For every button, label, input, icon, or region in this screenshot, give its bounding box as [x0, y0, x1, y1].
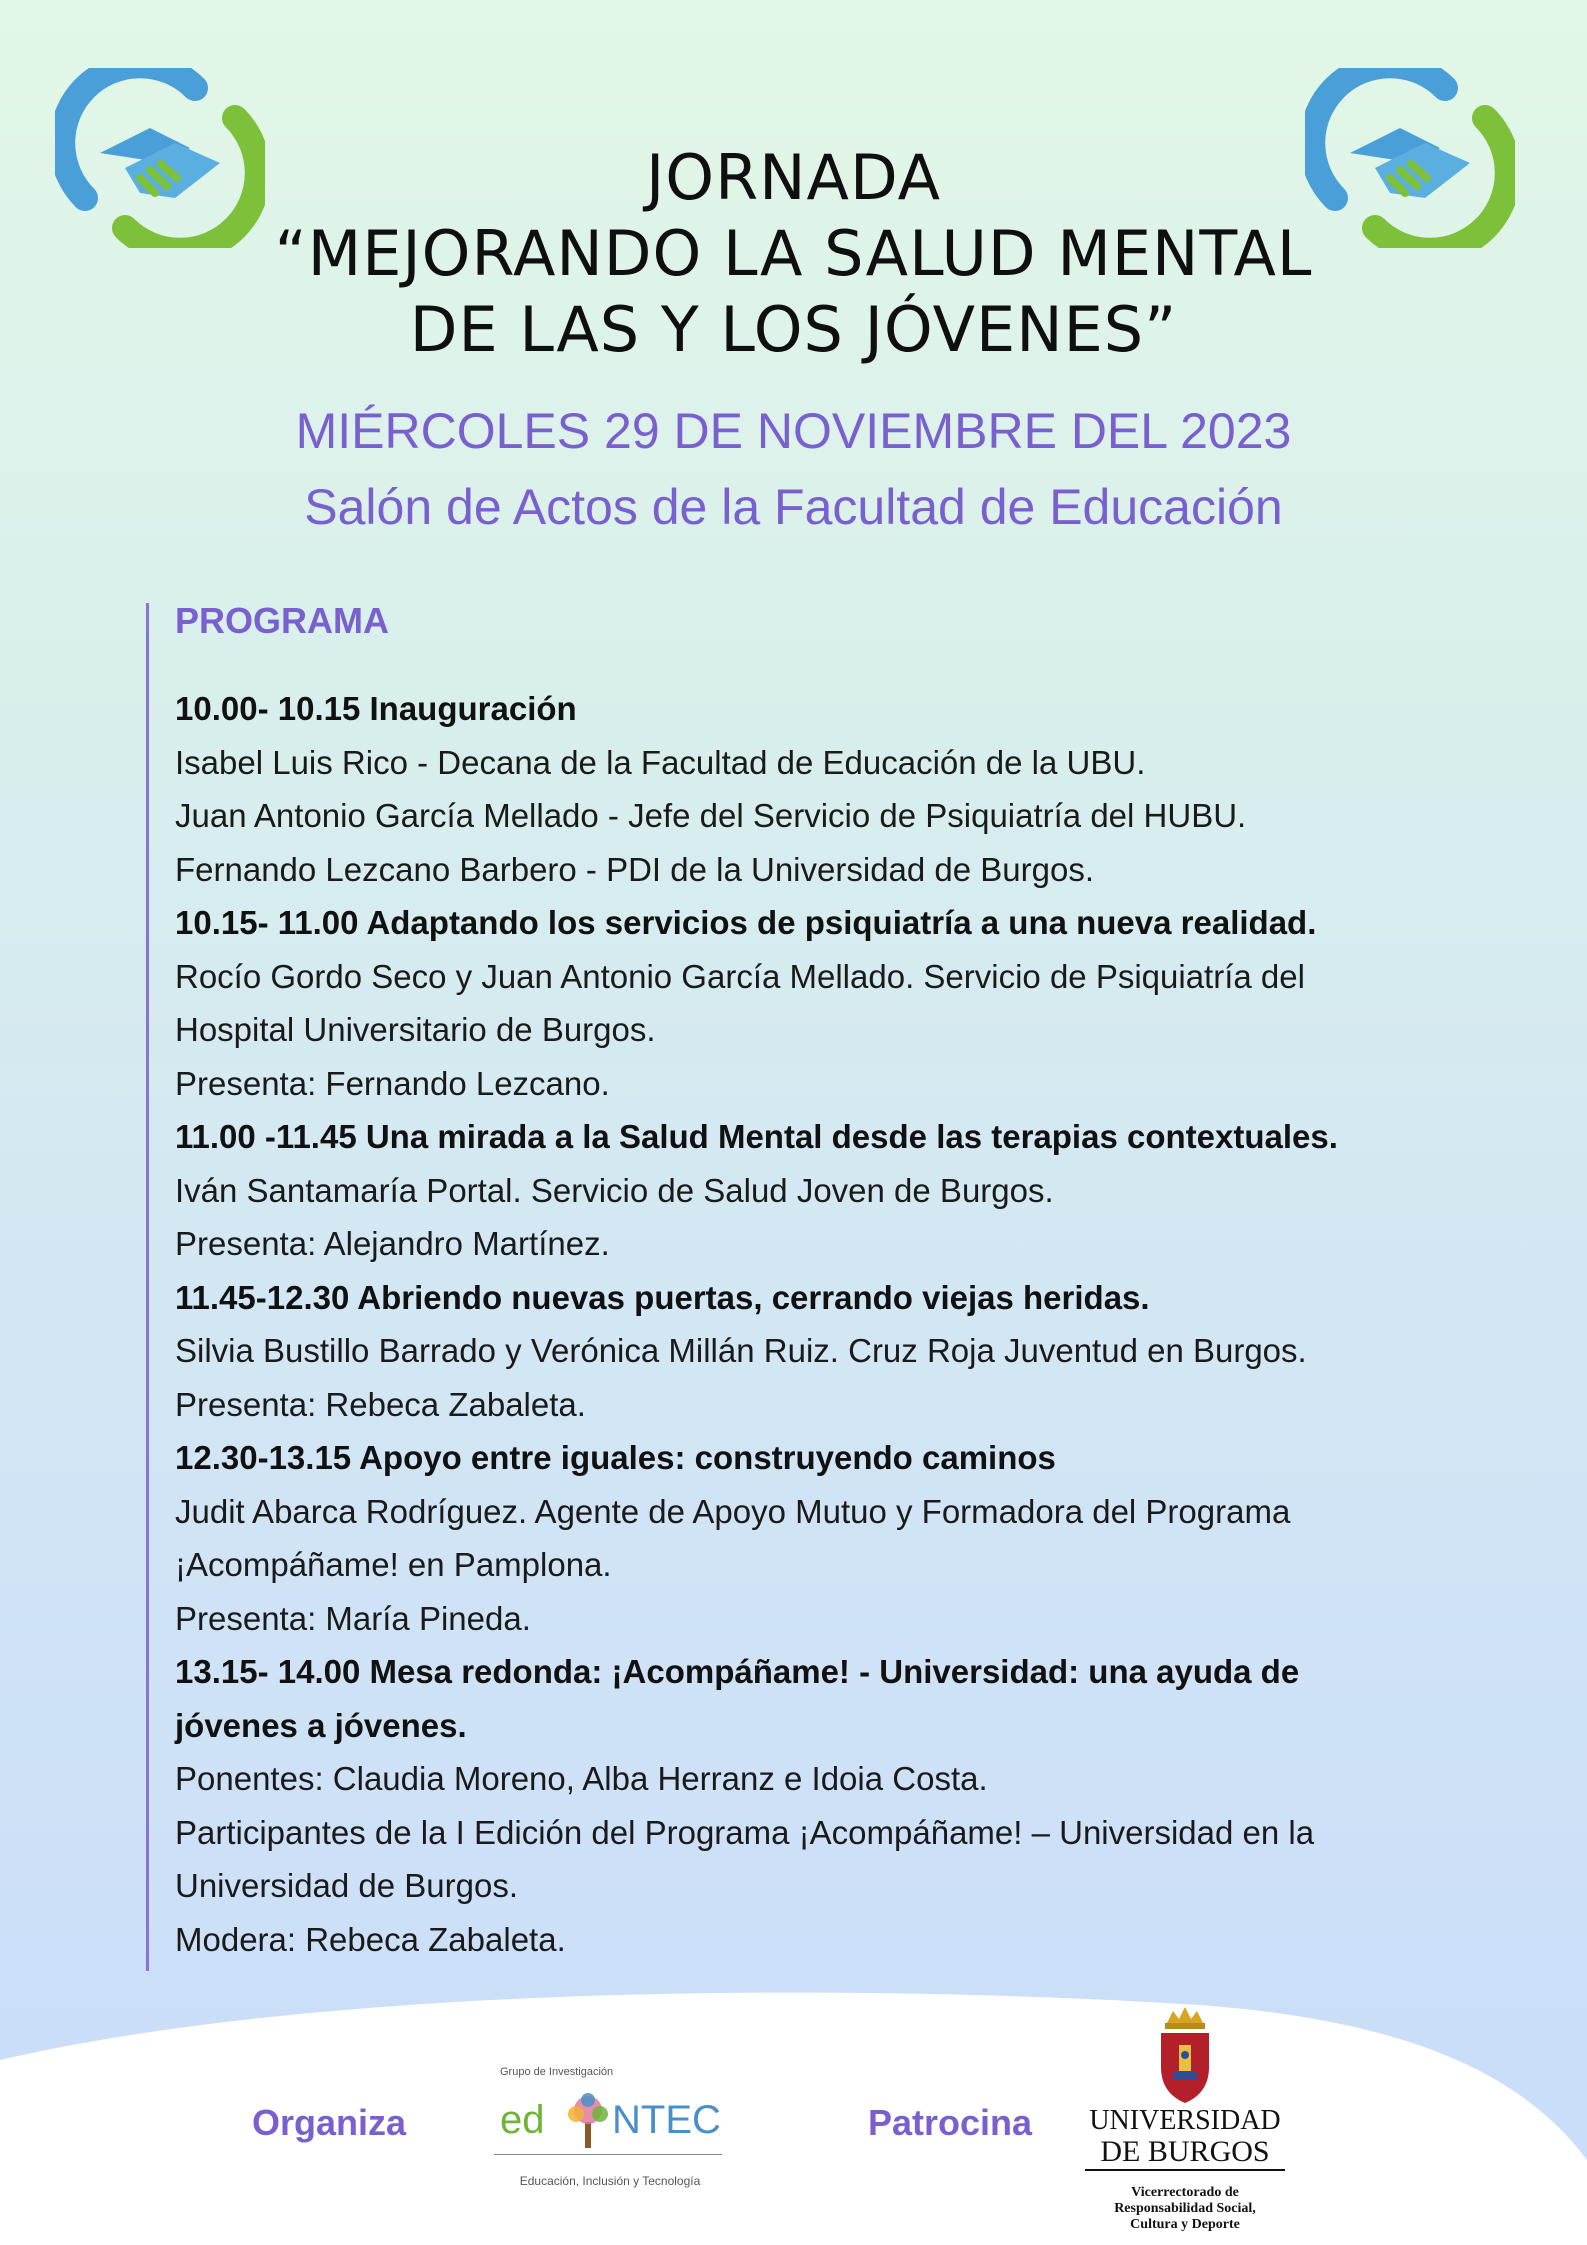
- program-detail-line: Hospital Universitario de Burgos.: [175, 1011, 656, 1048]
- program-session-title: 12.30-13.15 Apoyo entre iguales: construyendo caminos: [175, 1439, 1056, 1476]
- program-detail-line: Presenta: Rebeca Zabaleta.: [175, 1385, 586, 1423]
- event-venue: Salón de Actos de la Facultad de Educación: [304, 479, 1283, 535]
- edintec-ntec-text: NTEC: [612, 2098, 721, 2142]
- ubu-vice-line-1: Vicerrectorado de: [1131, 2185, 1239, 2200]
- title-line-3: DE LAS Y LOS JÓVENES”: [409, 293, 1178, 366]
- program-session-title: 10.00- 10.15 Inauguración: [175, 690, 577, 727]
- edintec-divider: [494, 2154, 722, 2155]
- program-detail-line: ¡Acompáñame! en Pamplona.: [175, 1546, 612, 1583]
- program-heading: PROGRAMA: [175, 600, 389, 641]
- title-line-1: JORNADA: [645, 141, 942, 214]
- program-detail-line: Presenta: María Pineda.: [175, 1599, 531, 1637]
- ubu-vicerrectorado: [1085, 2185, 1285, 2233]
- ubu-name-line2: DE BURGOS: [1085, 2135, 1285, 2171]
- coat-of-arms-icon: [1153, 2005, 1217, 2105]
- program-detail-line: Isabel Luis Rico - Decana de la Facultad de Educación de la UBU.: [175, 743, 1146, 781]
- program-detail-line: Participantes de la I Edición del Programa ¡Acompáñame! – Universidad en la: [175, 1813, 1315, 1851]
- program-detail-line: Presenta: Alejandro Martínez.: [175, 1225, 610, 1262]
- program-session-title: 11.00 -11.45 Una mirada a la Salud Mental desde las terapias contextuales.: [175, 1118, 1338, 1155]
- program-section: [175, 596, 1495, 1966]
- program-detail-line: Presenta: Fernando Lezcano.: [175, 1064, 610, 1102]
- program-detail-line: Rocío Gordo Seco y Juan Antonio García Mellado. Servicio de Psiquiatría del: [175, 957, 1305, 995]
- program-session-title: 10.15- 11.00 Adaptando los servicios de psiquiatría a una nueva realidad.: [175, 904, 1317, 941]
- program-divider-line: [146, 603, 149, 1971]
- program-session-title: jóvenes a jóvenes.: [175, 1706, 467, 1744]
- program-detail-line: Iván Santamaría Portal. Servicio de Salud Joven de Burgos.: [175, 1171, 1054, 1209]
- program-detail-line: Silvia Bustillo Barrado y Verónica Millán Ruiz. Cruz Roja Juventud en Burgos.: [175, 1332, 1307, 1369]
- tree-icon: [562, 2090, 614, 2150]
- edintec-logo: [490, 2062, 730, 2192]
- ubu-vice-line-3: Cultura y Deporte: [1130, 2217, 1240, 2232]
- program-detail-line: Ponentes: Claudia Moreno, Alba Herranz e Idoia Costa.: [175, 1760, 988, 1797]
- page-title: [0, 140, 1587, 368]
- ubu-vice-line-2: Responsabilidad Social,: [1114, 2201, 1256, 2216]
- program-detail-line: Fernando Lezcano Barbero - PDI de la Universidad de Burgos.: [175, 850, 1095, 888]
- edintec-ed-text: ed: [500, 2098, 545, 2142]
- event-date: MIÉRCOLES 29 DE NOVIEMBRE DEL 2023: [295, 403, 1292, 459]
- program-detail-line: Juan Antonio García Mellado - Jefe del Servicio de Psiquiatría del HUBU.: [175, 797, 1247, 834]
- program-detail-line: Judit Abarca Rodríguez. Agente de Apoyo Mutuo y Formadora del Programa: [175, 1492, 1291, 1530]
- organiza-label: Organiza: [252, 2102, 407, 2143]
- program-detail-line: Universidad de Burgos.: [175, 1867, 519, 1904]
- edintec-subtitle: Educación, Inclusión y Tecnología: [519, 2174, 701, 2188]
- program-session-title: 13.15- 14.00 Mesa redonda: ¡Acompáñame! - Universidad: una ayuda de: [175, 1653, 1300, 1690]
- ubu-name-line1: UNIVERSIDAD: [1089, 2105, 1281, 2136]
- program-lines: [175, 682, 1495, 1966]
- program-detail-line: Modera: Rebeca Zabaleta.: [175, 1920, 566, 1958]
- edintec-grupo-label: Grupo de Investigación: [500, 2066, 614, 2078]
- patrocina-label: Patrocina: [868, 2102, 1033, 2143]
- title-line-2: “MEJORANDO LA SALUD MENTAL: [274, 217, 1313, 290]
- ubu-logo: [1085, 2005, 1285, 2245]
- program-session-title: 11.45-12.30 Abriendo nuevas puertas, cerrando viejas heridas.: [175, 1278, 1150, 1316]
- footer-wave: [0, 1980, 1587, 2245]
